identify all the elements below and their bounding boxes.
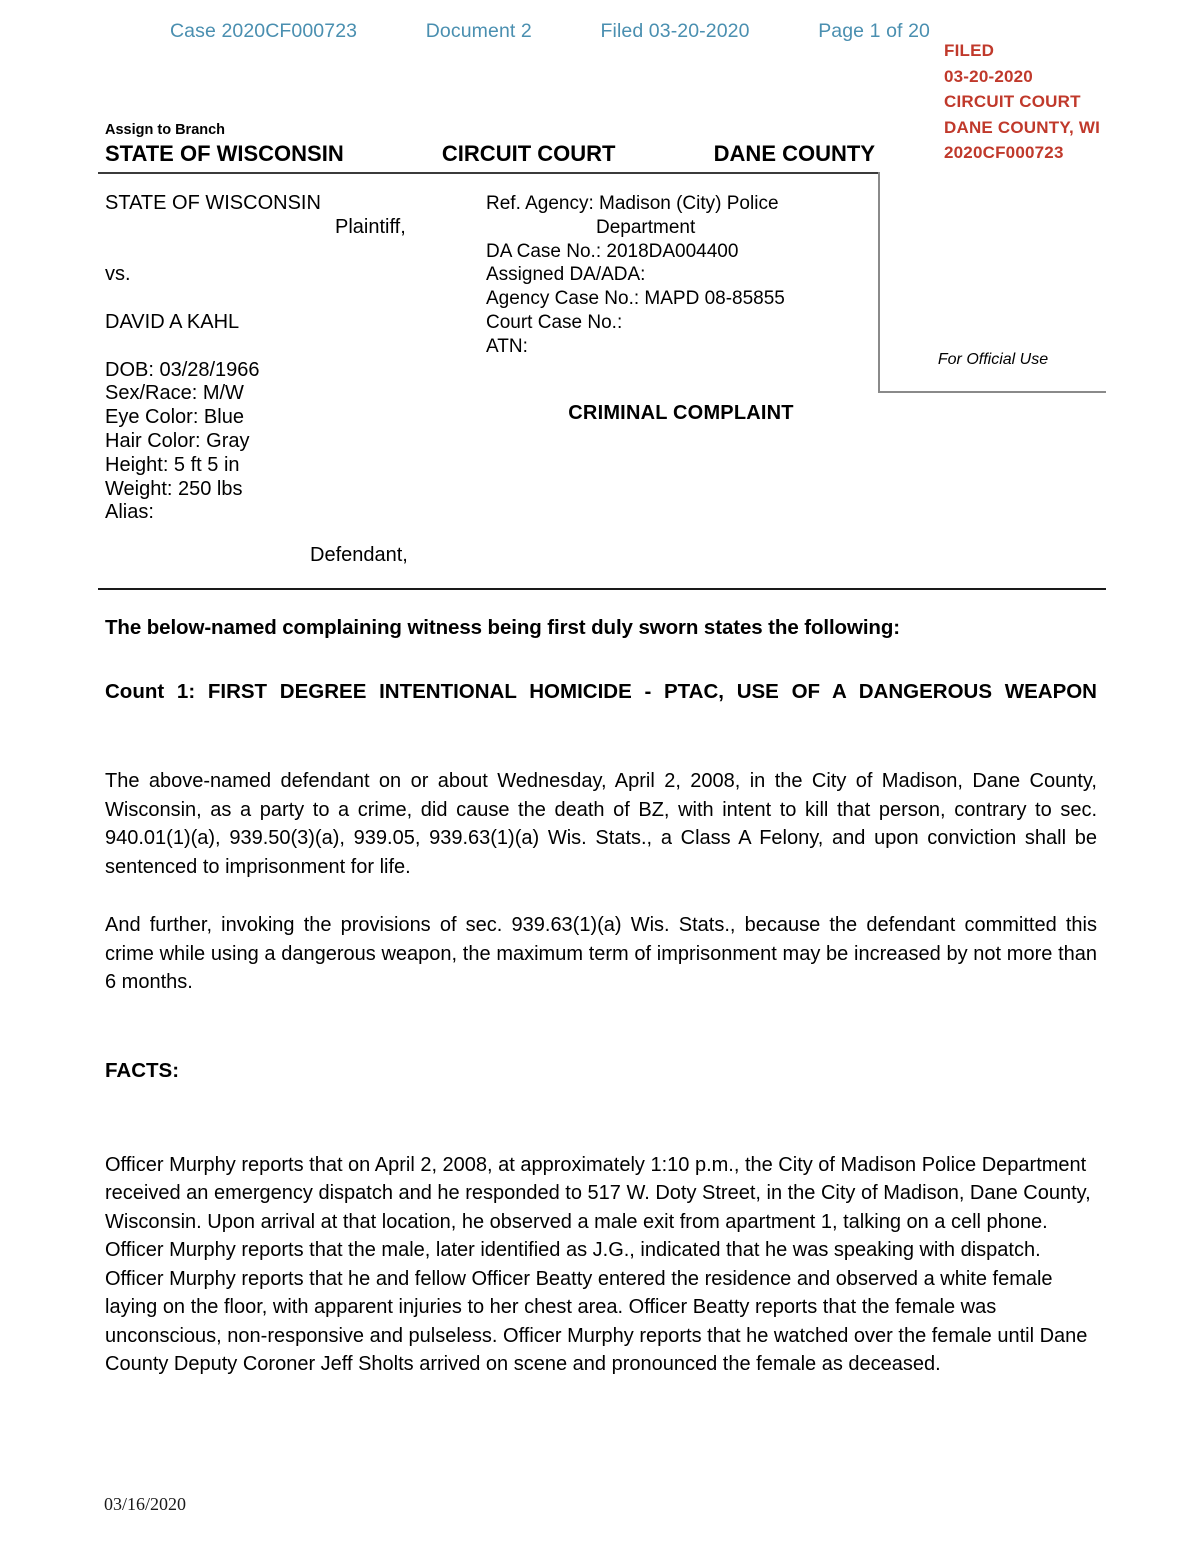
defendant-alias: Alias: [105, 501, 154, 524]
for-official-use-box [878, 172, 1106, 393]
ecf-document-number: Document 2 [425, 20, 532, 42]
assigned-da-ada: Assigned DA/ADA: [486, 264, 646, 286]
caption-spacer [105, 335, 485, 359]
plaintiff-name: STATE OF WISCONSIN [105, 192, 321, 214]
caption-agency-info [486, 192, 876, 359]
da-case-number: DA Case No.: 2018DA004400 [486, 240, 739, 262]
footer-date: 03/16/2020 [104, 1494, 187, 1514]
sworn-statement: The below-named complaining witness being first duly sworn states the following: [105, 616, 900, 639]
ref-agency-continued: Department [596, 216, 696, 238]
document-body [105, 616, 1097, 1379]
banner-court: CIRCUIT COURT [441, 141, 616, 166]
versus-label: vs. [105, 263, 131, 286]
facts-narrative-paragraph: Officer Murphy reports that on April 2, 2008, at approximately 1:10 p.m., the City of Madison Police Department received an emergency dispatch and he responded to 517 W. Doty Street, in the City of Madison, Dane County, Wisconsin. Upon arrival at that location, he observed a male exit from apartment 1, talking on a cell phone. Officer Murphy reports that the male, later identified as J.G., indicated that he was speaking with dispatch. Officer Murphy reports that he and fellow Officer Beatty entered the residence and observed a white female laying on the floor, with apparent injuries to her chest area. Officer Beatty reports that the female was unconscious, non-responsive and pulseless. Officer Murphy reports that he watched over the female until Dane County Deputy Coroner Jeff Sholts arrived on scene and pronounced the female as deceased. [105, 1153, 1091, 1375]
filed-stamp-line-county: DANE COUNTY, WI [944, 117, 1100, 137]
document-title: CRIMINAL COMPLAINT [568, 402, 794, 424]
filed-stamp-line-case-number: 2020CF000723 [944, 143, 1064, 162]
ecf-page-number: Page 1 of 20 [818, 20, 930, 42]
assign-to-branch-label: Assign to Branch [105, 122, 226, 138]
banner-state: STATE OF WISCONSIN [105, 141, 344, 166]
filed-stamp-line-filed: FILED [944, 41, 995, 60]
ecf-filing-header [170, 20, 930, 43]
defendant-eye-color: Eye Color: Blue [105, 406, 244, 429]
ecf-case-number: Case 2020CF000723 [170, 20, 358, 42]
charge-paragraph: The above-named defendant on or about Wednesday, April 2, 2008, in the City of Madison, Dane County, Wisconsin, as a party to a crime, did cause the death of BZ, with intent to kill that person, contrary to sec. 940.01(1)(a), 939.50(3)(a), 939.05, 939.63(1)(a) Wis. Stats., a Class A Felony, and upon conviction shall be sentenced to imprisonment for life. [105, 770, 1097, 878]
defendant-hair-color: Hair Color: Gray [105, 429, 250, 452]
agency-case-number: Agency Case No.: MAPD 08-85855 [486, 288, 785, 310]
atn: ATN: [486, 335, 528, 357]
filed-stamp [944, 38, 1100, 166]
defendant-height: Height: 5 ft 5 in [105, 453, 240, 476]
filed-stamp-line-date: 03-20-2020 [944, 66, 1033, 86]
facts-heading: FACTS: [105, 1058, 180, 1082]
court-case-number: Court Case No.: [486, 311, 623, 333]
caption-spacer [105, 240, 485, 264]
defendant-sex-race: Sex/Race: M/W [105, 382, 244, 405]
court-banner [105, 141, 875, 167]
banner-county: DANE COUNTY [713, 141, 875, 166]
defendant-name: DAVID A KAHL [105, 310, 240, 333]
caption-spacer [105, 287, 485, 311]
penalty-enhancer-paragraph: And further, invoking the provisions of sec. 939.63(1)(a) Wis. Stats., because the defendant committed this crime while using a dangerous weapon, the maximum term of imprisonment may be increased by not more than 6 months. [105, 914, 1097, 993]
defendant-label: Defendant, [310, 544, 408, 566]
caption-parties [105, 192, 485, 525]
plaintiff-label: Plaintiff, [335, 215, 406, 238]
filed-stamp-line-court: CIRCUIT COURT [944, 92, 1081, 111]
defendant-weight: Weight: 250 lbs [105, 477, 243, 500]
banner-divider [98, 172, 880, 174]
defendant-dob: DOB: 03/28/1966 [105, 358, 260, 381]
ref-agency: Ref. Agency: Madison (City) Police [486, 193, 779, 214]
count-1-heading: Count 1: FIRST DEGREE INTENTIONAL HOMICIDE - PTAC, USE OF A DANGEROUS WEAPON [105, 680, 1097, 703]
for-official-use-label: For Official Use [937, 351, 1049, 368]
ecf-filed-date: Filed 03-20-2020 [600, 20, 750, 42]
caption-divider [98, 588, 1106, 590]
